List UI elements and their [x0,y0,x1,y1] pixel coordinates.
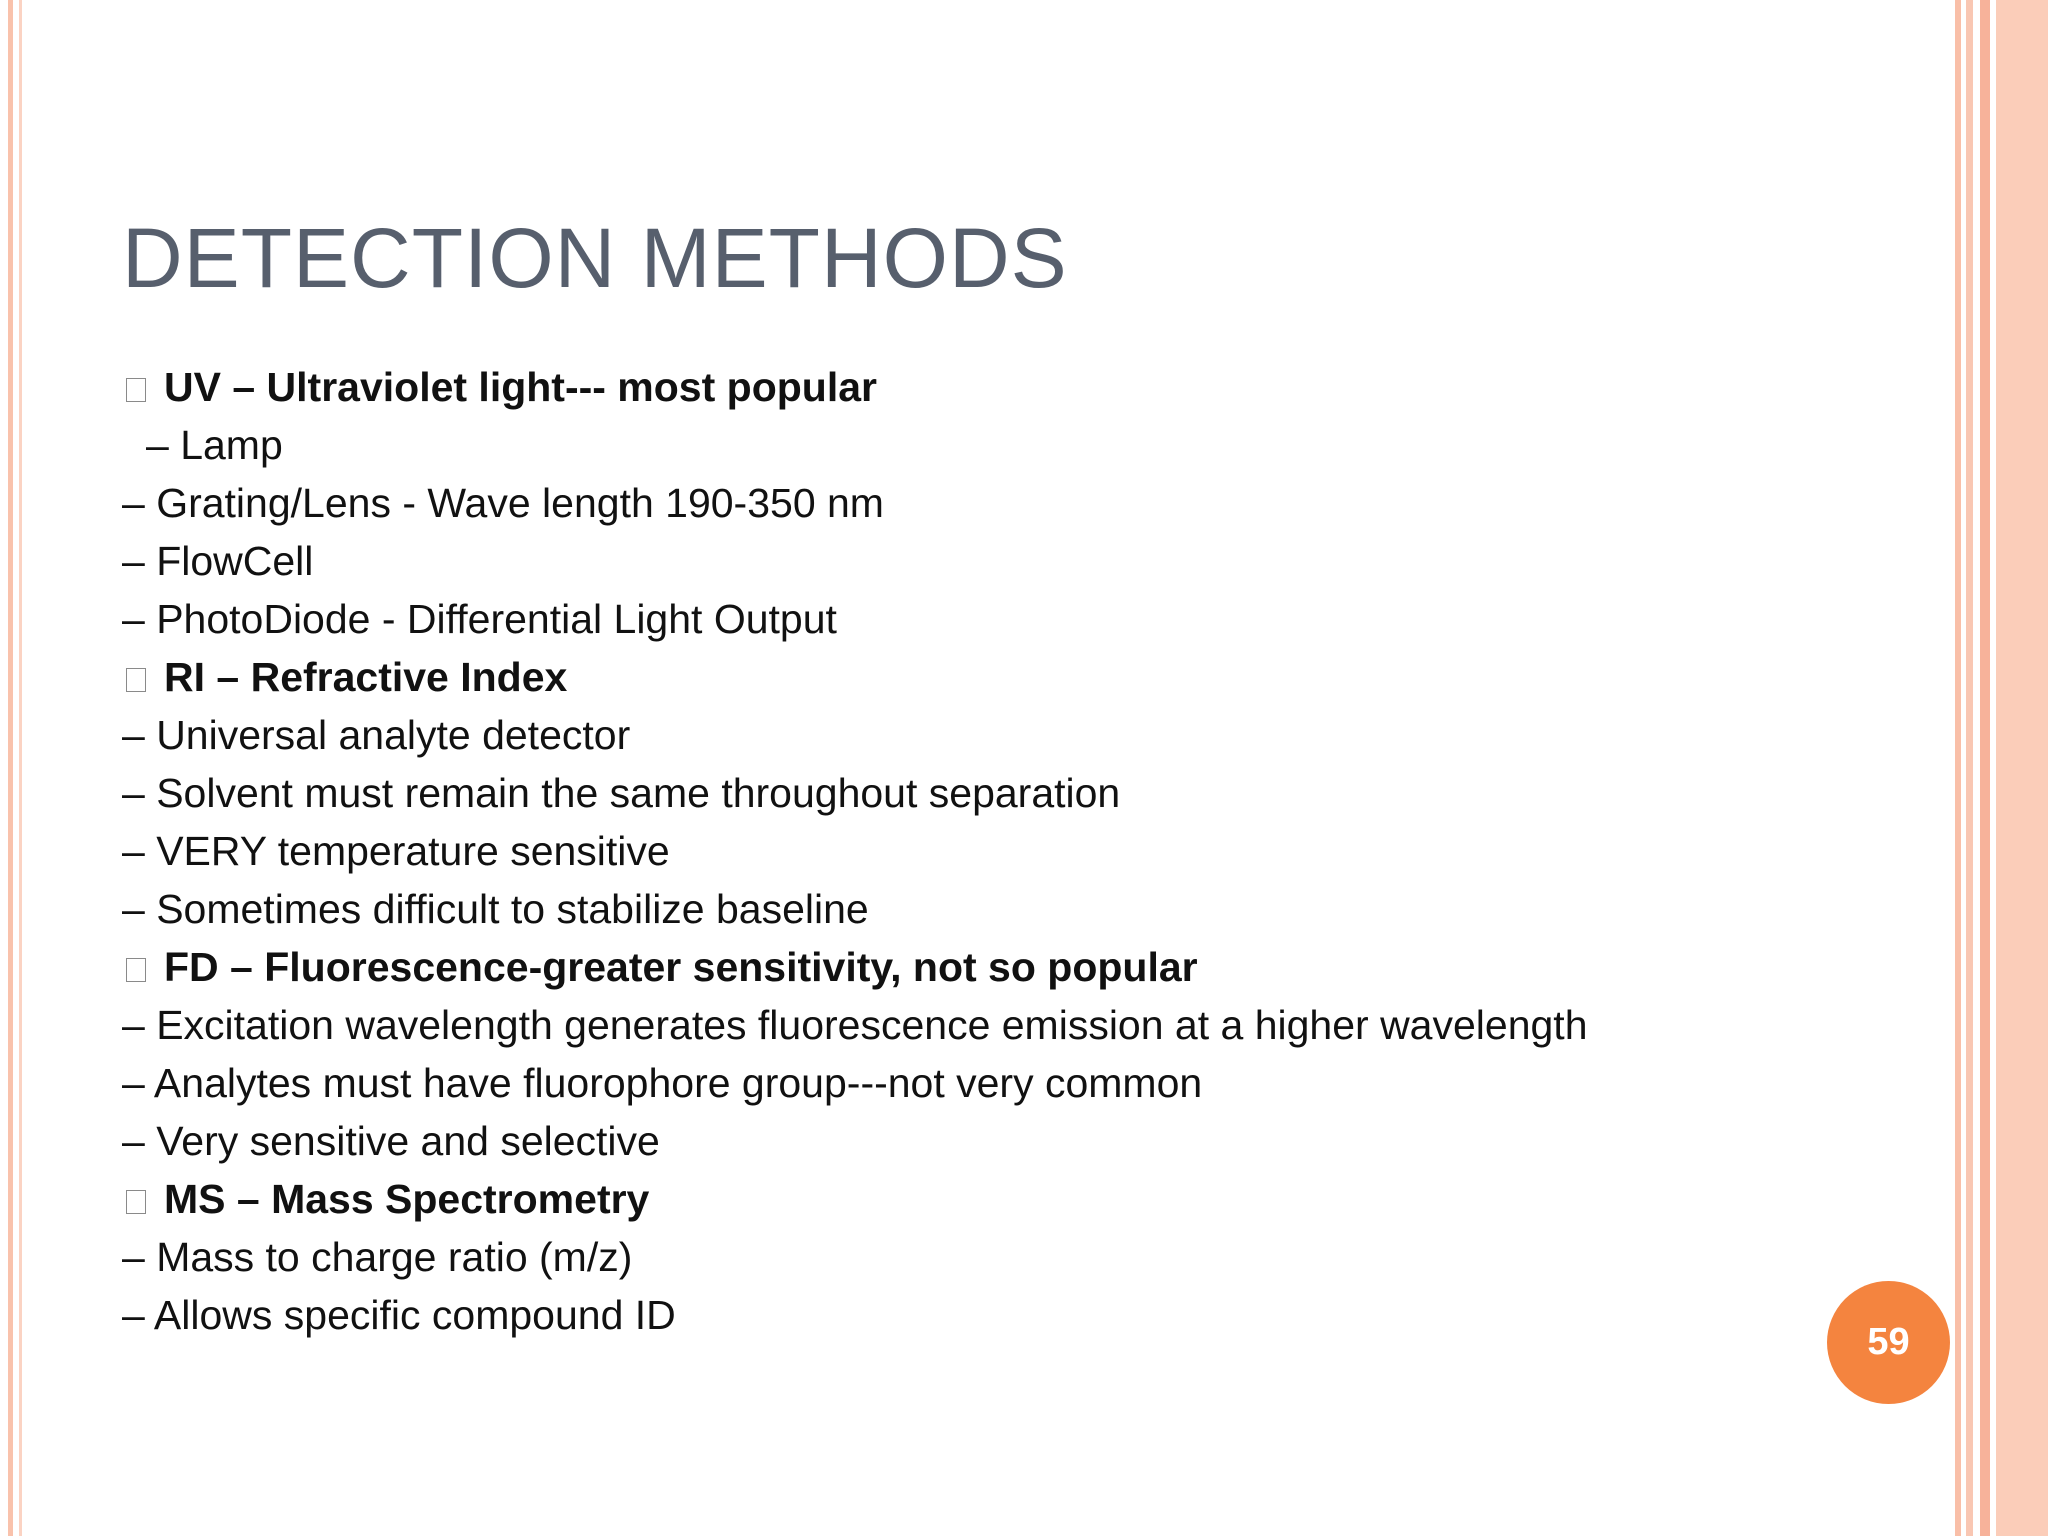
list-item: – Allows specific compound ID [122,1292,676,1338]
right-border-stripe [1996,0,2048,1536]
list-item: – Mass to charge ratio (m/z) [122,1234,633,1280]
left-border-line-outer [8,0,13,1536]
bullet-box-icon [126,958,146,982]
bullet-box-icon [126,668,146,692]
list-item: – VERY temperature sensitive [122,828,670,874]
bullet-box-icon [126,378,146,402]
list-item: – PhotoDiode - Differential Light Output [122,596,837,642]
list-item: – FlowCell [122,538,314,584]
section-heading-uv: UV – Ultraviolet light--- most popular [122,358,1922,416]
slide-title: DETECTION METHODS [122,211,1068,305]
section-heading-ri: RI – Refractive Index [122,648,1922,706]
section-heading-fd: FD – Fluorescence-greater sensitivity, not so popular [122,938,1922,996]
section-heading-ms: MS – Mass Spectrometry [122,1170,1922,1228]
right-border-stripe [1955,0,1961,1536]
left-border-line-inner [19,0,22,1536]
list-item: – Lamp [146,422,283,468]
list-item: – Solvent must remain the same throughout separation [122,770,1121,816]
right-border-stripe [1966,0,1973,1536]
right-border-stripe [1980,0,1990,1536]
slide-content [122,358,1922,1344]
list-item: – Grating/Lens - Wave length 190-350 nm [122,480,884,526]
list-item: – Analytes must have fluorophore group---not very common [122,1060,1203,1106]
list-item: – Very sensitive and selective [122,1118,660,1164]
bullet-box-icon [126,1190,146,1214]
list-item: – Excitation wavelength generates fluorescence emission at a higher wavelength [122,1002,1588,1048]
list-item: – Universal analyte detector [122,712,631,758]
page-number-badge: 59 [1827,1281,1950,1404]
list-item: – Sometimes difficult to stabilize baseline [122,886,869,932]
